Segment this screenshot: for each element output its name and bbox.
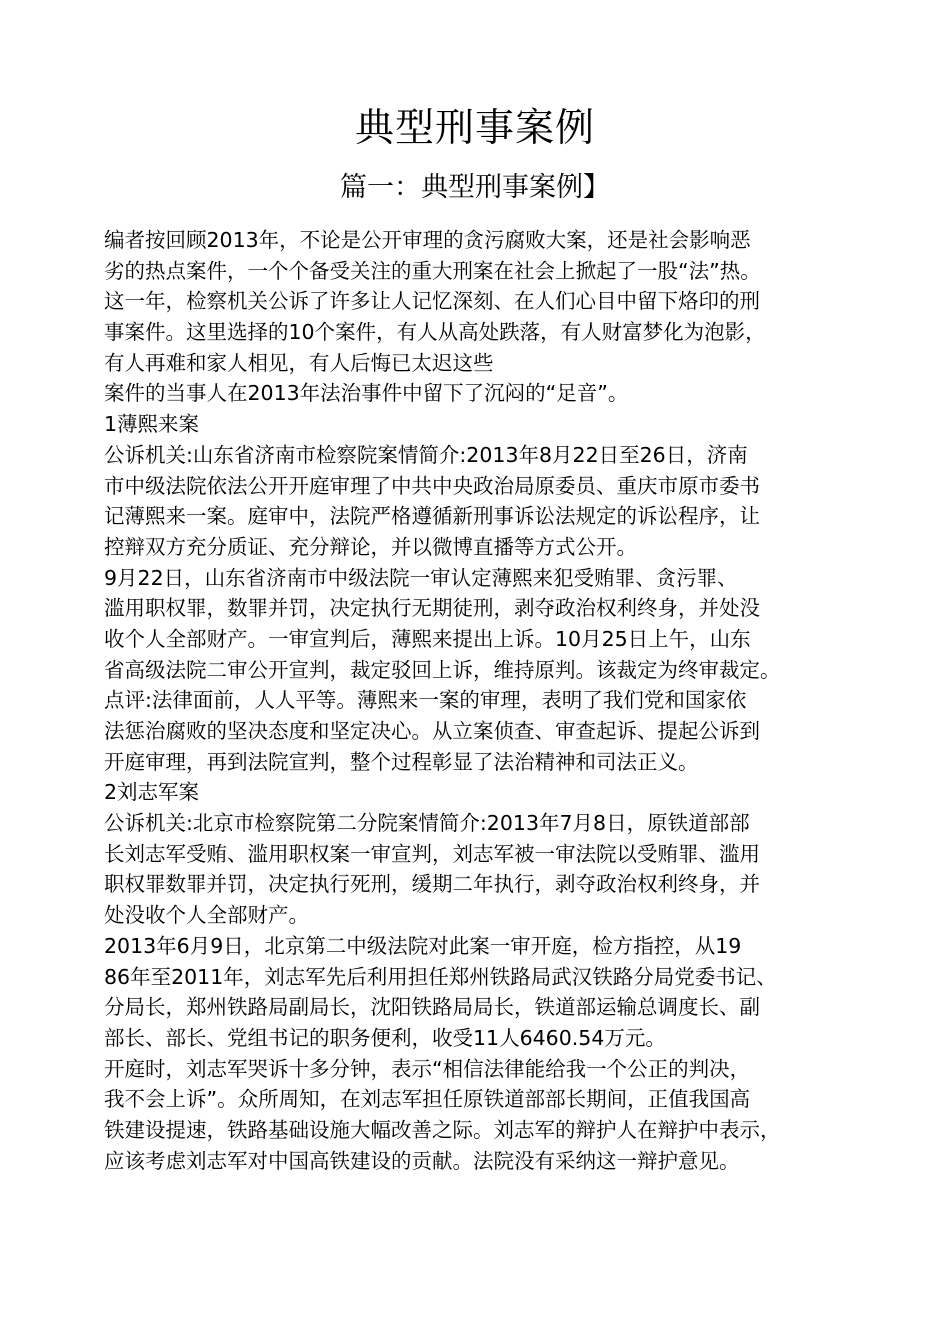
body-line: 部长、部长、党组书记的职务便利，收受11人6460.54万元。 <box>104 1025 666 1050</box>
body-line: 86年至2011年，刘志军先后利用担任郑州铁路局武汉铁路分局党委书记、 <box>104 964 777 989</box>
body-line: 职权罪数罪并罚，决定执行死刑，缓期二年执行，剥夺政治权利终身，并 <box>104 872 760 897</box>
body-line: 2013年6月9日，北京第二中级法院对此案一审开庭，检方指控，从19 <box>104 933 742 958</box>
body-line: 省高级法院二审公开宣判，裁定驳回上诉，维持原判。该裁定为终审裁定。 <box>104 657 781 682</box>
body-line: 编者按回顾2013年，不论是公开审理的贪污腐败大案，还是社会影响恶 <box>104 228 751 252</box>
body-line: 应该考虑刘志军对中国高铁建设的贡献。法院没有采纳这一辩护意见。 <box>104 1148 740 1173</box>
body-line: 收个人全部财产。一审宣判后，薄熙来提出上诉。10月25日上午，山东 <box>104 626 751 651</box>
document-subtitle: 篇一：典型刑事案例】 <box>340 172 610 203</box>
body-line: 滥用职权罪，数罪并罚，决定执行无期徒刑，剥夺政治权利终身，并处没 <box>104 596 760 621</box>
body-line: 公诉机关:山东省济南市检察院案情简介:2013年8月22日至26日，济南 <box>104 442 748 467</box>
body-line: 9月22日，山东省济南市中级法院一审认定薄熙来犯受贿罪、贪污罪、 <box>104 565 738 590</box>
body-line: 法惩治腐败的坚决态度和坚定决心。从立案侦查、审查起诉、提起公诉到 <box>104 719 760 743</box>
body-line: 我不会上诉”。众所周知，在刘志军担任原铁道部部长期间，正值我国高 <box>104 1087 751 1112</box>
body-line: 开庭审理，再到法院宣判，整个过程彰显了法治精神和司法正义。 <box>104 749 699 774</box>
body-line: 开庭时，刘志军哭诉十多分钟，表示“相信法律能给我一个公正的判决， <box>104 1056 751 1081</box>
body-line: 事案件。这里选择的10个案件，有人从高处跌落，有人财富梦化为泡影， <box>104 320 766 345</box>
body-line: 1薄熙来案 <box>104 412 200 437</box>
body-line: 点评:法律面前，人人平等。薄熙来一案的审理，表明了我们党和国家依 <box>104 688 747 713</box>
body-line: 2刘志军案 <box>104 780 200 805</box>
body-line: 处没收个人全部财产。 <box>104 903 309 928</box>
body-line: 有人再难和家人相见，有人后悔已太迟这些 <box>104 350 494 375</box>
document-title: 典型刑事案例 <box>354 106 595 151</box>
body-line: 铁建设提速，铁路基础设施大幅改善之际。刘志军的辩护人在辩护中表示， <box>104 1117 781 1142</box>
body-line: 劣的热点案件，一个个备受关注的重大刑案在社会上掀起了一股“法”热。 <box>104 258 761 283</box>
body-line: 长刘志军受贿、滥用职权案一审宣判，刘志军被一审法院以受贿罪、滥用 <box>104 841 760 866</box>
body-line: 案件的当事人在2013年法治事件中留下了沉闷的“足音”。 <box>104 381 629 406</box>
body-line: 分局长，郑州铁路局副局长，沈阳铁路局局长，铁道部运输总调度长、副 <box>104 995 760 1020</box>
body-line: 记薄熙来一案。庭审中，法院严格遵循新刑事诉讼法规定的诉讼程序，让 <box>104 504 760 529</box>
document-body <box>104 225 864 1176</box>
body-line: 这一年，检察机关公诉了许多让人记忆深刻、在人们心目中留下烙印的刑 <box>104 289 760 314</box>
body-line: 公诉机关:北京市检察院第二分院案情简介:2013年7月8日，原铁道部部 <box>104 811 750 836</box>
body-line: 市中级法院依法公开开庭审理了中共中央政治局原委员、重庆市原市委书 <box>104 473 760 498</box>
body-line: 控辩双方充分质证、充分辩论，并以微博直播等方式公开。 <box>104 534 637 559</box>
